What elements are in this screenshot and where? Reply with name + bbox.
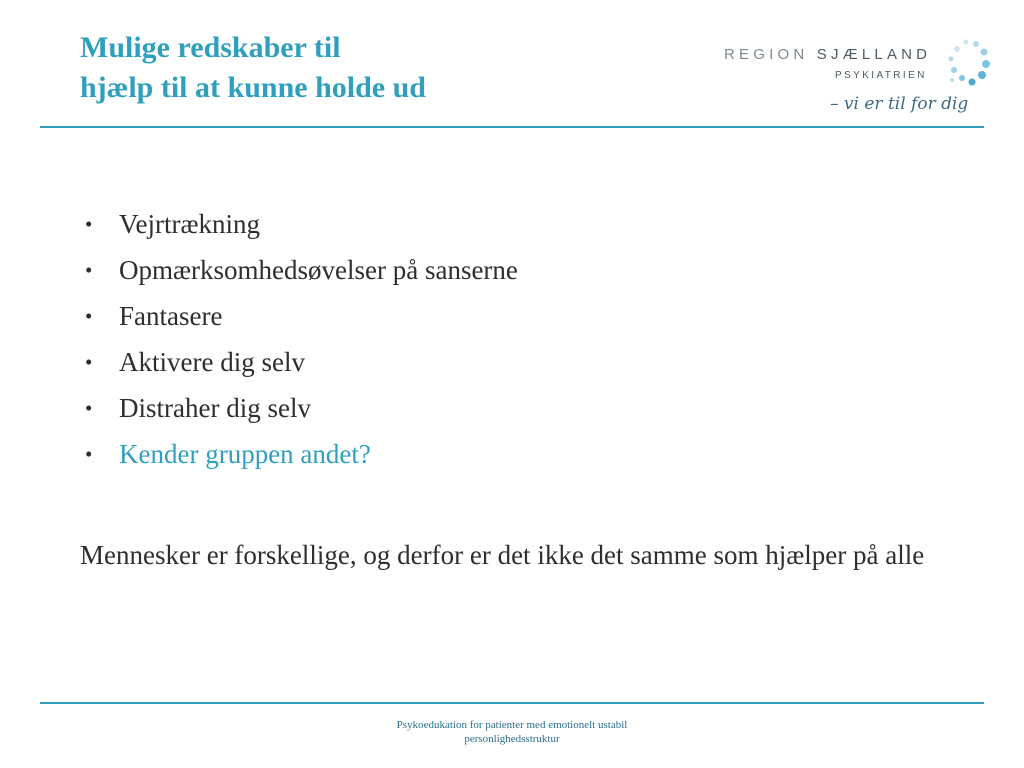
bullet-icon: • [85, 258, 93, 282]
list-item-text: Kender gruppen andet? [119, 439, 371, 469]
slide-title-line-2: hjælp til at kunne holde ud [80, 71, 426, 104]
list-item-text: Aktivere dig selv [119, 347, 305, 377]
logo-sjaelland-word: SJÆLLAND [816, 46, 932, 63]
list-item-text: Vejrtrækning [119, 209, 260, 239]
list-item [80, 293, 518, 339]
logo-unit-text: PSYKIATRIEN [835, 70, 927, 81]
bullet-icon: • [85, 304, 93, 328]
region-sjaelland-logo [720, 36, 990, 128]
bullet-icon: • [85, 212, 93, 236]
slide-title-line-1: Mulige redskaber til [80, 31, 341, 64]
slide-title [80, 28, 426, 108]
header-divider [40, 126, 984, 128]
list-item-highlighted [80, 431, 518, 477]
bullet-icon: • [85, 350, 93, 374]
list-item-text: Distraher dig selv [119, 393, 311, 423]
logo-dots-icon [946, 36, 990, 96]
footer-line-1: Psykoedukation for patienter med emotionelt ustabil [396, 719, 628, 731]
list-item [80, 385, 518, 431]
bullet-icon: • [85, 442, 93, 466]
footer-line-2: personlighedsstruktur [464, 733, 560, 745]
logo-region-word: REGION [724, 46, 809, 63]
bullet-list [80, 201, 518, 477]
logo-slogan: – vi er til for dig [830, 94, 969, 114]
list-item [80, 247, 518, 293]
list-item [80, 201, 518, 247]
body-paragraph: Mennesker er forskellige, og derfor er det ikke det samme som hjælper på alle [80, 540, 925, 570]
footer-divider [40, 702, 984, 704]
list-item-text: Fantasere [119, 301, 223, 331]
logo-region-text [724, 46, 931, 63]
bullet-icon: • [85, 396, 93, 420]
list-item-text: Opmærksomhedsøvelser på sanserne [119, 255, 518, 285]
slide-footer [312, 718, 712, 746]
list-item [80, 339, 518, 385]
